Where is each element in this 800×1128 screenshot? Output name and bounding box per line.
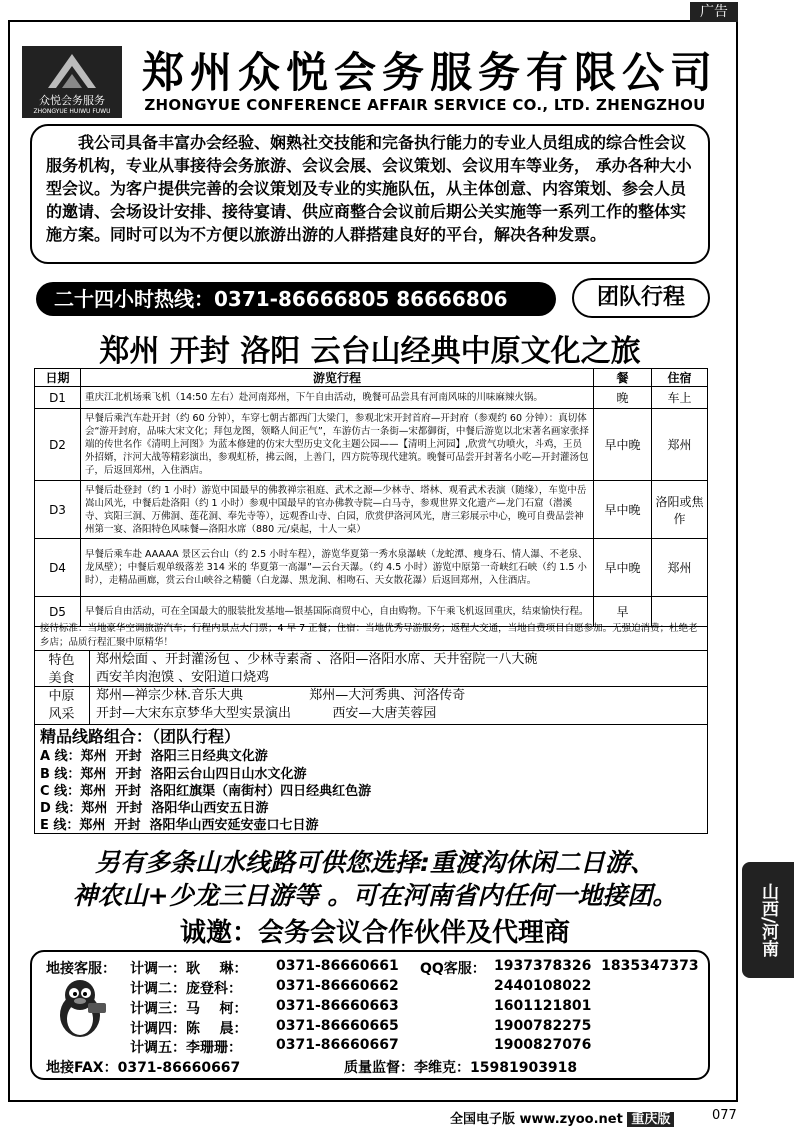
feature-label-line: 风采 (48, 707, 75, 722)
route-line-item: A 线：郑州 开封 洛阳三日经典文化游 (40, 749, 268, 764)
promo-line: 另有多条山水线路可供您选择:重渡沟休闲二日游、 (95, 848, 655, 877)
quality-supervisor: 质量监督：李维克：15981903918 (344, 1060, 578, 1076)
logo-mountain-icon (40, 50, 104, 90)
feature-line: 开封—大宋东京梦华大型实景演出 西安—大唐芙蓉园 (96, 706, 437, 721)
schedule-row (35, 409, 708, 481)
schedule-table (34, 368, 708, 627)
schedule-day: D1 (35, 387, 81, 409)
feature-content (90, 687, 465, 724)
company-intro: 我公司具备丰富办会经验、娴熟社交技能和完备执行能力的专业人员组成的综合性会议服务机构，专业从事接待会务旅游、会议会展、会议策划、会议用车等业务， 承办各种大小型会议。为客户提供完善的会议策划及专业的实施队伍，从主体创意、内容策划、参会人员的邀请、会场设计安排、接待宴请、供应商整合会议前后期公关实施等一系列工作的整体实施方案。同时可以为不方便以旅游出游的人群搭建良好的平台，解决各种发票。 (30, 124, 710, 264)
schedule-meal: 晚 (594, 387, 652, 409)
dispatcher-role: 计调五： (130, 1040, 186, 1056)
schedule-desc: 早餐后乘车赴 AAAAA 景区云台山（约 2.5 小时车程），游览华夏第一秀水泉瀑峡（龙蛇潭、瘦身石、情人瀑、不老泉、龙凤壁）；中餐后观单级落差 314 米的 华夏第一高瀑”—云台天瀑。（约 4.5 小时）游览中原第一奇峡红石峡（约 1.5 小时），走精品画廊，赏云台山峡谷之精髓（白龙瀑、黑龙涧、相吻石、天女散花瀑）后返回郑州，入住酒店。 (81, 539, 594, 597)
promo-line: 神农山+少龙三日游等 。可在河南省内任何一地接团。 (72, 881, 678, 910)
schedule-day: D3 (35, 481, 81, 539)
feature-line: 西安羊肉泡馍 、安阳道口烧鸡 (96, 670, 270, 685)
schedule-meal: 早 (594, 597, 652, 627)
route-line-item: B 线：郑州 开封 洛阳云台山四日山水文化游 (40, 767, 307, 782)
company-name-cn: 郑州众悦会务服务有限公司 (141, 48, 718, 97)
schedule-row (35, 387, 708, 409)
schedule-desc: 重庆江北机场乘飞机（14:50 左右）赴河南郑州，下午自由活动，晚餐可品尝具有河南风味的川味麻辣火锅。 (81, 387, 594, 409)
header-day: 日期 (35, 369, 81, 387)
qq-label: QQ客服： (420, 961, 486, 977)
tour-badge: 团队行程 (572, 278, 710, 318)
footer-source (450, 1108, 674, 1127)
service-label: 地接客服： (46, 961, 116, 977)
qq-number: 2440108022 (494, 978, 592, 994)
feature-line: 郑州烩面 、开封灌汤包 、少林寺素斋 、洛阳—洛阳水席、天井窑院一八大碗 (96, 652, 538, 667)
dispatcher-role: 计调三： (130, 1001, 186, 1017)
route-lines-title: 精品线路组合：（团队行程） (40, 727, 241, 746)
schedule-stay: 郑州 (652, 409, 708, 481)
feature-content (90, 651, 537, 688)
service-standard: 接待标准：当地豪华空调旅游汽车；行程内景点大门票；4 早 7 正餐；住宿：当地优秀导游服务；返程大交通，当地自费项目自愿参加。无强迫消费；杜绝老乡店；品质行程汇聚中原精华！ (40, 623, 698, 648)
promo-text (30, 846, 720, 912)
schedule-desc: 早餐后自由活动，可在全国最大的服装批发基地—银基国际商贸中心，自由购物。下午乘飞机返回重庆，结束愉快行程。 (81, 597, 594, 627)
dispatcher-role: 计调二： (130, 981, 186, 997)
feature-label-line: 特色 (48, 653, 75, 668)
hotline-banner: 二十四小时热线：0371-86666805 86666806 (36, 282, 556, 316)
qq-number: 1601121801 (494, 998, 592, 1014)
route-line-item: E 线：郑州 开封 洛阳华山西安延安壶口七日游 (40, 818, 319, 833)
header-stay: 住宿 (652, 369, 708, 387)
logo-text: 众悦会务服务 (39, 94, 105, 107)
dispatcher-name: 庞登科： (186, 981, 242, 997)
dispatcher-phone: 0371-86660667 (276, 1037, 399, 1053)
schedule-stay: 洛阳或焦作 (652, 481, 708, 539)
feature-line: 郑州—禅宗少林.音乐大典 郑州—大河秀典、河洛传奇 (96, 688, 466, 703)
schedule-day: D4 (35, 539, 81, 597)
schedule-row (35, 481, 708, 539)
company-name-en: ZHONGYUE CONFERENCE AFFAIR SERVICE CO., LTD. ZHENGZHOU (144, 96, 706, 114)
dispatcher-name: 李珊珊： (186, 1040, 242, 1056)
feature-label (34, 687, 90, 724)
qq-number: 1937378326 1835347373 (494, 958, 699, 974)
penguin-mascot-icon (48, 975, 112, 1039)
route-line-item: D 线：郑州 开封 洛阳华山西安五日游 (40, 801, 269, 816)
route-line-item: C 线：郑州 开封 洛阳红旗渠（南街村）四日经典红色游 (40, 784, 372, 799)
route-title: 郑州 开封 洛阳 云台山经典中原文化之旅 (99, 334, 641, 369)
schedule-stay: 郑州 (652, 539, 708, 597)
schedule-meal: 早中晚 (594, 409, 652, 481)
schedule-header-row (35, 369, 708, 387)
dispatcher-name: 马 柯： (186, 1001, 248, 1017)
dispatcher-name: 耿 琳： (186, 961, 248, 977)
feature-row-food (34, 650, 708, 688)
schedule-meal: 早中晚 (594, 481, 652, 539)
logo-subtext: ZHONGYUE HUIWU FUWU (33, 108, 111, 115)
schedule-day: D5 (35, 597, 81, 627)
fax-line: 地接FAX：0371-86660667 (46, 1060, 241, 1076)
feature-label-line: 中原 (48, 689, 75, 704)
dispatcher-phone: 0371-86660665 (276, 1018, 399, 1034)
region-tab: 山西/河南 (742, 862, 794, 978)
qq-number: 1900827076 (494, 1037, 592, 1053)
dispatcher-role: 计调一： (130, 961, 186, 977)
company-logo (22, 46, 122, 118)
header-meal: 餐 (594, 369, 652, 387)
schedule-day: D2 (35, 409, 81, 481)
dispatcher-phone: 0371-86660661 (276, 958, 399, 974)
ad-label: 广告 (690, 2, 738, 22)
schedule-meal: 早中晚 (594, 539, 652, 597)
schedule-desc: 早餐后乘汽车赴开封（约 60 分钟），车穿七朝古都西门大梁门，参观北宋开封首府—开封府（参观约 60 分钟）：真切体会“游开封府，品味大宋文化；拜包龙图，领略人间正气”，车游仿古一条街—宋都御街，中餐后游览以北宋著名画家张择端的传世名作《清明上河图》为蓝本修建的仿宋大型历史文化主题公园——【清明上河园】,欣赏气功喷火，斗鸡，王员外招婿，汴河大战等精彩演出，参观虹桥，拂云阁，上善门，四方院等现代建筑。晚餐可品尝开封著名小吃—开封灌汤包子，后返回郑州，入住酒店。 (81, 409, 594, 481)
feature-label (34, 651, 90, 688)
partner-invite: 诚邀：会务会议合作伙伴及代理商 (179, 918, 570, 948)
qq-number: 1900782275 (494, 1018, 592, 1034)
schedule-stay: 车上 (652, 387, 708, 409)
page-number: 077 (712, 1108, 737, 1123)
footer-edition: 重庆版 (627, 1112, 674, 1127)
footer-site: 全国电子版 www.zyoo.net (450, 1112, 623, 1127)
dispatcher-phone: 0371-86660662 (276, 978, 399, 994)
dispatcher-name: 陈 晨： (186, 1021, 248, 1037)
dispatcher-phone: 0371-86660663 (276, 998, 399, 1014)
schedule-desc: 早餐后赴登封（约 1 小时）游览中国最早的佛教禅宗祖庭、武术之源—少林寺、塔林、观看武术表演（随缘），车览中岳嵩山风光，中餐后赴洛阳（约 1 小时）参观中国最早的官办佛教寺院—白马寺，参观世界文化遗产—龙门石窟（潜溪寺、宾阳三洞、万佛洞、莲花洞、奉先寺等），远观香山寺、白园，欣赏伊洛河风光，唐三彩展示中心，晚可自费品尝神州第一宴、洛阳特色风味餐—洛阳水席（880 元/桌起，十人一桌） (81, 481, 594, 539)
header-itinerary: 游览行程 (81, 369, 594, 387)
feature-label-line: 美食 (48, 671, 75, 686)
feature-row-shows (34, 686, 708, 725)
dispatcher-role: 计调四： (130, 1021, 186, 1037)
schedule-row (35, 539, 708, 597)
